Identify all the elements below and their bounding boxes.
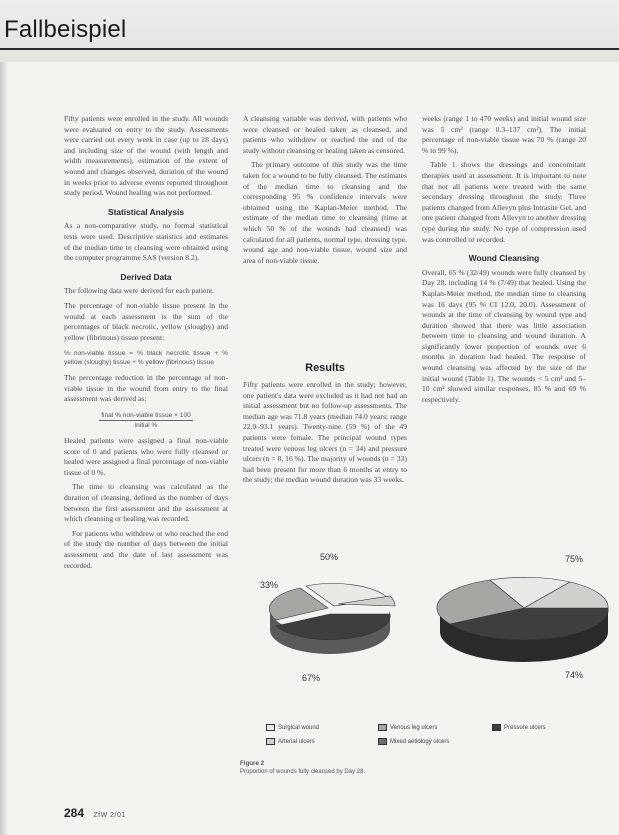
- legend-swatch: [266, 738, 275, 745]
- paragraph: Overall, 65 % (32/49) wounds were fully cleansed by Day 28, including 14 % (7/49) that healed. Using the Kaplan-Meier method, the median time to cleansing was 16 days (95 % CI 12.0, 20.0). Assessment of wounds at the time of cleansing by wound type and duration showed that there was little association between time to cleansing and wound duration. A significantly lower proportion of wounds over 6 months in duration had healed. The response of wound cleansing was affected by the size of the initial wound (Table 1). The wounds < 5 cm² and 5–10 cm² showed similar responses, 85 % and 69 % respectively.: [422, 267, 586, 404]
- legend-swatch: [492, 724, 501, 731]
- page-title: Fallbeispiel: [4, 16, 127, 43]
- paragraph: The time to cleansing was calculated as the duration of cleansing, defined as the number of days between the first assessment and the assessment at which cleansing or healing was recorded.: [64, 482, 228, 524]
- figure-caption-title: Figure 2: [240, 760, 265, 767]
- pct-label-50: 50%: [320, 552, 339, 562]
- formula-non-viable-tissue: % non-viable tissue = % black necrotic tissue + % yellow (sloughy) tissue + % yellow (fibrinous) tissue: [64, 350, 228, 367]
- legend-item: [378, 724, 437, 731]
- legend-item: [378, 738, 449, 745]
- legend-item: [266, 738, 315, 745]
- fraction-numerator: final % non-viable tissue × 100: [101, 412, 191, 420]
- paragraph: The percentage reduction in the percentage of non-viable tissue in the wound from entry to the final assessment was derived as:: [64, 373, 228, 404]
- journal-name: ZfW 2/01: [93, 812, 126, 819]
- pct-label-33: 33%: [260, 580, 279, 590]
- text-column-1: [64, 114, 228, 575]
- legend-item: [492, 724, 546, 731]
- pct-label-75: 75%: [565, 554, 584, 564]
- pie-chart-graphic: [240, 548, 612, 728]
- paragraph: weeks (range 1 to 470 weeks) and initial wound size was 5 cm² (range 0.3–137 cm²). The initial percentage of non-viable tissue was 70 % (range 20 % to 99 %).: [422, 114, 586, 155]
- section-heading-derived-data: Derived Data: [120, 271, 172, 282]
- header-bar: [0, 0, 619, 62]
- paragraph: Healed patients were assigned a final non-viable score of 0 and patients who were fully cleansed or healed were assigned a final percentage of non-viable tissue of 0 %.: [64, 436, 228, 477]
- page-binding-shadow: [0, 62, 8, 835]
- formula-percentage-reduction: [64, 411, 228, 430]
- legend-swatch: [266, 724, 275, 731]
- paragraph: The following data were derived for each patient.: [64, 286, 215, 296]
- figure-caption: [240, 760, 420, 776]
- left-pie: [269, 583, 395, 654]
- paragraph: A cleansing variable was derived, with patients who were cleansed or healed taken as cleansed, and patients who withdrew or reached the end of the study without cleansing or healing taken as censored.: [243, 114, 407, 155]
- fraction: [99, 411, 193, 430]
- paragraph: Table 1 shows the dressings and concomitant therapies used at assessment. It is important to note that not all patients were treated with the same secondary dressing throughout the study. Three patients changed from Allevyn plus Intrasite Gel, and one patient changed from Allevyn to another dressing type during the study. No type of compression used was controlled or recorded.: [422, 160, 586, 244]
- legend-item: [266, 724, 319, 731]
- paragraph: Fifty patients were enrolled in the study. All wounds were evaluated on entry to the study. Assessments were carried out every week in case (up to 28 days) and including size of the wound (with length and width measurements), estimation of the extent of wound and changes observed, duration of the wound in weeks prior to adverse events reported throughout study period. Wound healing was not performed.: [64, 114, 228, 198]
- text-column-2-results: [243, 380, 407, 490]
- title-rule: [0, 48, 619, 50]
- legend-label: Mixed aetiology ulcers: [390, 738, 450, 745]
- section-heading-wound-cleansing: Wound Cleansing: [468, 253, 540, 264]
- figure-caption-text: Proportion of wounds fully cleansed by Day 28.: [240, 769, 366, 775]
- pct-label-74: 74%: [565, 670, 584, 680]
- page-footer: [64, 806, 126, 820]
- text-column-2: [243, 114, 407, 270]
- paragraph: As a non-comparative study, no formal statistical tests were used. Descriptive statistics and estimates of the median time to cleansing were obtained using the computer programme SAS (version 8.2).: [64, 221, 228, 263]
- fraction-denominator: initial %: [134, 422, 158, 430]
- legend-swatch: [378, 724, 387, 731]
- legend-swatch: [378, 738, 387, 745]
- section-heading-statistical-analysis: Statistical Analysis: [107, 206, 185, 217]
- legend-label: Arterial ulcers: [278, 738, 315, 745]
- legend-label: Pressure ulcers: [504, 724, 546, 731]
- page-number: 284: [64, 806, 85, 820]
- legend-label: Surgical wound: [278, 724, 320, 731]
- legend-label: Venous leg ulcers: [390, 724, 438, 731]
- paragraph: For patients who withdrew or who reached the end of the study the number of days between the initial assessment and the date of last assessment was recorded.: [64, 528, 228, 570]
- paragraph: The primary outcome of this study was the time taken for a wound to be fully cleansed. The estimates of the median time to cleansing and the corresponding 95 % confidence intervals were obtained using the Kaplan-Meier method. The estimate of the median time to cleansing (time at which 50 % of the wounds had cleansed) was calculated for all patients, normal type, dressing type, wound age and non-viable tissue, wound size and area of non-viable tissue.: [243, 160, 407, 265]
- paragraph: Fifty patients were enrolled in the study; however, one patient's data were excluded as it had not had an initial assessment but no follow-up assessments. The median age was 71.8 years (median 74.0 years; range 22.0–93.1 years). Twenty-nine (59 %) of the 49 patients were female. The principal wound types treated were venous leg ulcers (n = 34) and pressure ulcers (n = 8, 16 %). The majority of wounds (n = 33) had been present for more than 6 months at entry to the study; the median wound duration was 33 weeks.: [243, 380, 407, 485]
- text-column-3: [422, 114, 586, 409]
- pct-label-67: 67%: [302, 673, 321, 683]
- paragraph: The percentage of non-viable tissue present in the wound at each assessment is the sum of the percentages of black necrotic, yellow (sloughy) and yellow (fibrinous) tissue present:: [64, 300, 228, 342]
- section-heading-results: Results: [305, 362, 345, 374]
- right-pie: [437, 577, 608, 662]
